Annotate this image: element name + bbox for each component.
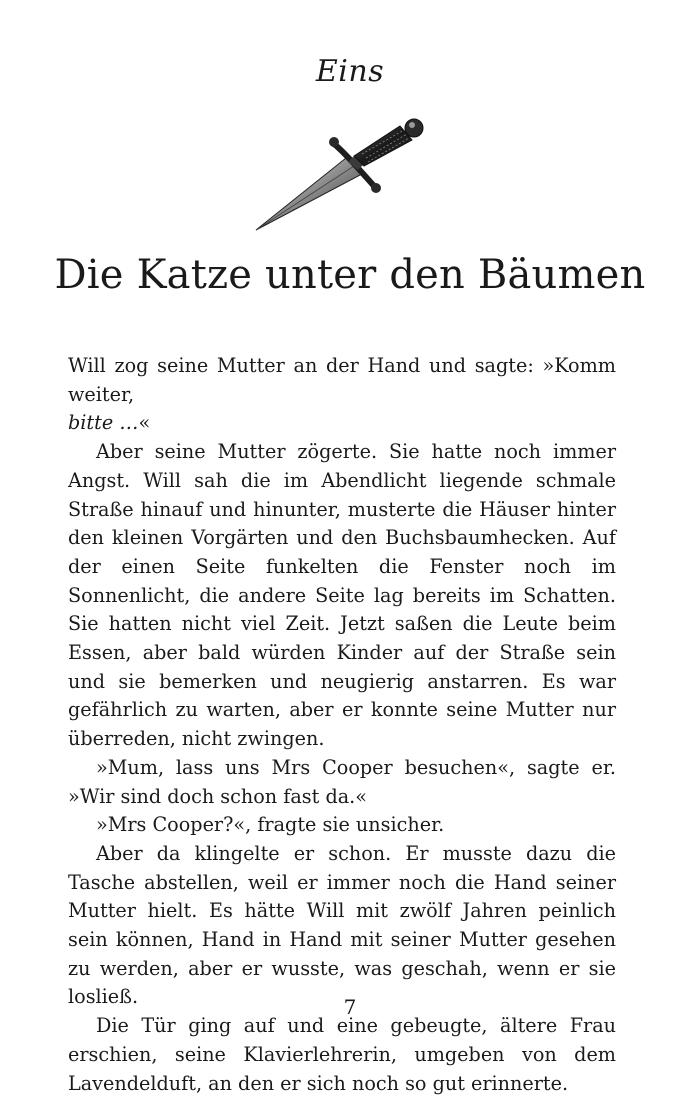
chapter-number: Eins <box>315 54 385 89</box>
paragraph-2: Aber seine Mutter zögerte. Sie hatte noch immer Angst. Will sah die im Abendlicht liegende schmale Straße hinauf und hinunter, musterte die Häuser hinter den kleinen Vorgärten und den Buchsbaumhecken. Auf der einen Seite funkelten die Fenster noch im Sonnenlicht, die andere Seite lag bereits im Schatten. Sie hatten nicht viel Zeit. Jetzt saßen die Leute beim Essen, aber bald würden Kinder auf der Straße sein und sie bemerken und neugierig anstarren. Es war gefährlich zu warten, aber er konnte seine Mutter nur überreden, nicht zwingen. <box>68 440 616 751</box>
page-number: 7 <box>343 995 357 1019</box>
paragraph-1-line-1: Will zog seine Mutter an der Hand und sagte: »Komm weiter, <box>68 354 616 406</box>
paragraph-1-end: « <box>138 411 151 435</box>
paragraph-4: »Mrs Cooper?«, fragte sie unsicher. <box>96 813 445 837</box>
paragraph-6: Die Tür ging auf und eine gebeugte, ältere Frau erschien, seine Klavierlehrerin, umgeben von dem Lavendelduft, an den er sich noch so gut erinnerte. <box>68 1014 616 1095</box>
chapter-body <box>68 352 616 1098</box>
paragraph-1-continuation <box>68 409 616 438</box>
dagger-icon <box>250 110 440 235</box>
paragraph-5: Aber da klingelte er schon. Er musste dazu die Tasche abstellen, weil er immer noch die Hand seiner Mutter hielt. Es hätte Will mit zwölf Jahren peinlich sein können, Hand in Hand mit seiner Mutter gesehen zu werden, aber er wusste, was geschah, wenn er sie losließ. <box>68 841 616 1009</box>
paragraph-3: »Mum, lass uns Mrs Cooper besuchen«, sagte er. »Wir sind doch schon fast da.« <box>68 755 616 808</box>
chapter-title: Die Katze unter den Bäumen <box>54 252 646 298</box>
paragraph-1-italic: bitte … <box>68 411 139 435</box>
